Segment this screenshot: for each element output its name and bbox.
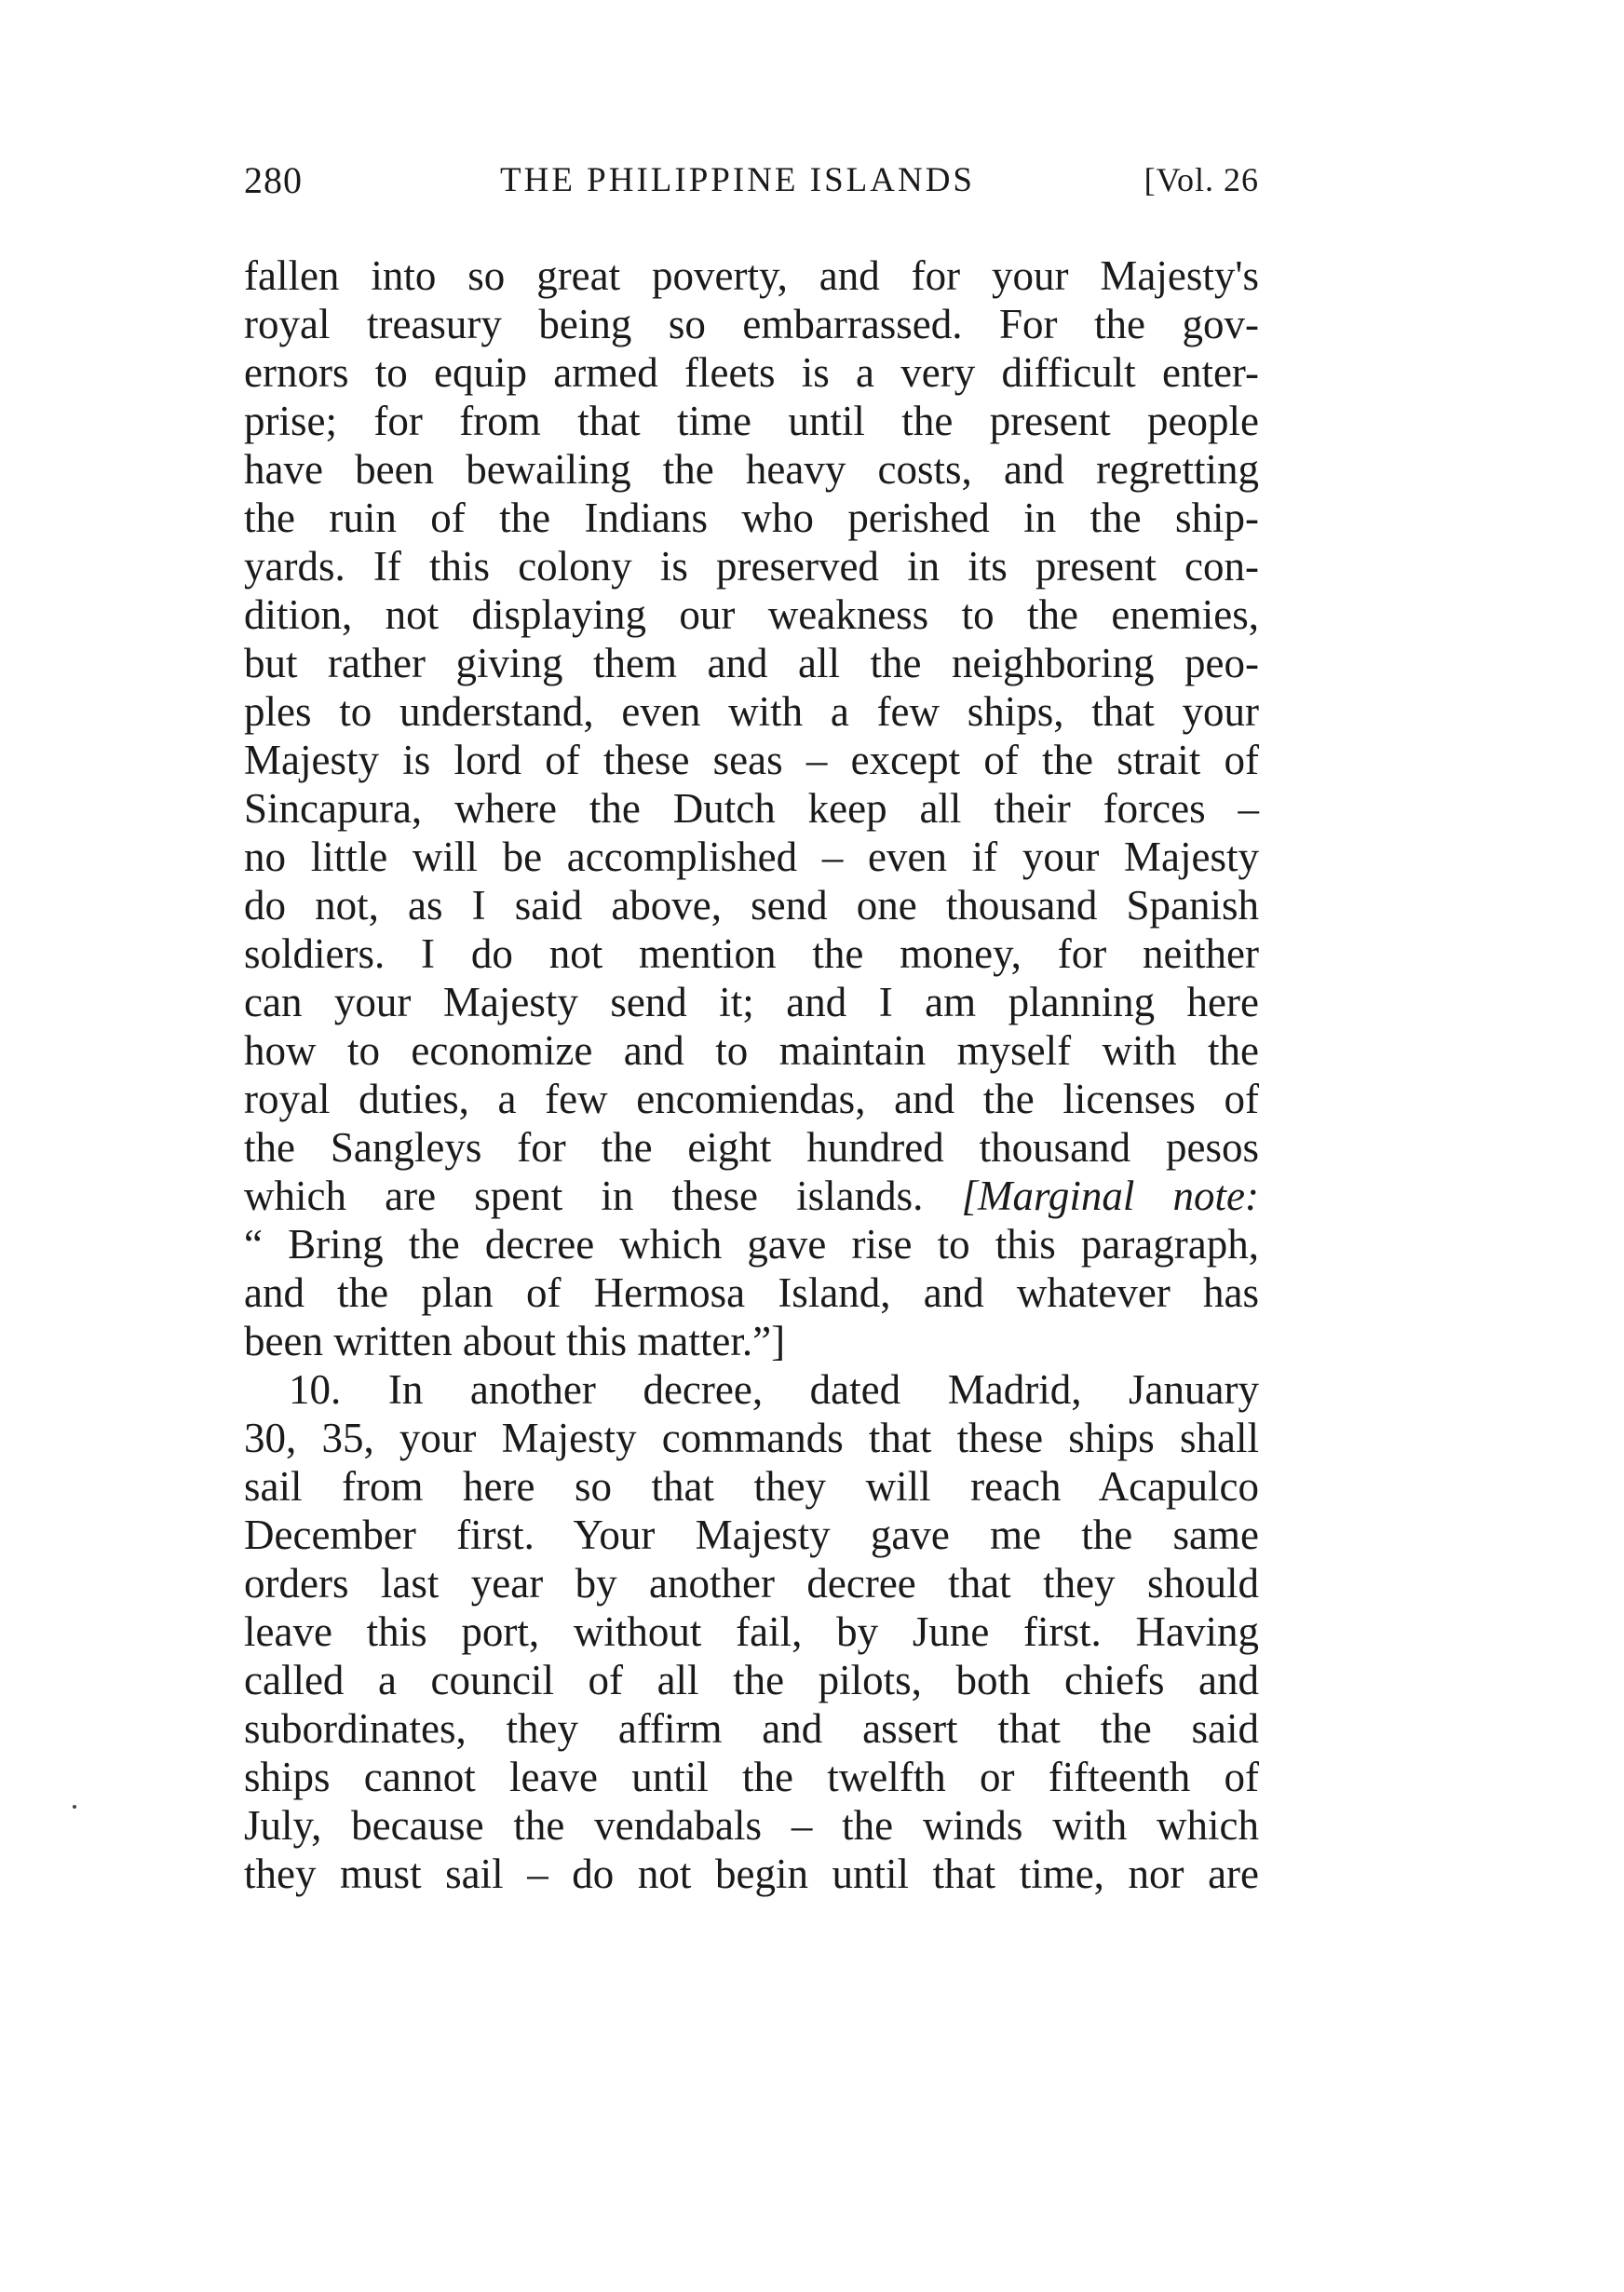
text-line: the Sangleys for the eight hundred thousand pesos [244, 1124, 1259, 1171]
text-line: yards. If this colony is preserved in its present con- [244, 543, 1259, 590]
text-line: royal treasury being so embarrassed. For the gov- [244, 301, 1259, 347]
text-line: soldiers. I do not mention the money, for neither [244, 930, 1259, 977]
scan-speck [73, 1805, 76, 1809]
text-line: ples to understand, even with a few ships, that your [244, 688, 1259, 735]
text-line: Majesty is lord of these seas – except of the strait of [244, 737, 1259, 783]
body-text [244, 251, 1259, 1898]
text-line: December first. Your Majesty gave me the same [244, 1512, 1259, 1558]
text-line: been written about this matter.”] [244, 1318, 786, 1364]
running-title: THE PHILIPPINE ISLANDS [500, 161, 975, 199]
volume-label: [Vol. 26 [1144, 161, 1259, 198]
marginal-note-label: [Marginal note: [961, 1173, 1260, 1219]
text-line: the ruin of the Indians who perished in the ship- [244, 495, 1259, 541]
text-line: can your Majesty send it; and I am planning here [244, 979, 1259, 1025]
text-line: and the plan of Hermosa Island, and whatever has [244, 1269, 1259, 1316]
text-line: they must sail – do not begin until that time, nor are [244, 1851, 1259, 1897]
text-line: sail from here so that they will reach Acapulco [244, 1463, 1259, 1510]
text-line-with-marginal-note [244, 1172, 1259, 1220]
text-line: orders last year by another decree that they should [244, 1560, 1259, 1607]
paragraph-start-line: 10. In another decree, dated Madrid, January [289, 1366, 1259, 1413]
text-line: but rather giving them and all the neighboring peo- [244, 640, 1259, 686]
text-line: ships cannot leave until the twelfth or fifteenth of [244, 1754, 1259, 1800]
text-line: do not, as I said above, send one thousand Spanish [244, 882, 1259, 929]
text-line: subordinates, they affirm and assert that the said [244, 1705, 1259, 1752]
text-line-segment: which are spent in these islands. [244, 1173, 924, 1219]
text-line: how to economize and to maintain myself with the [244, 1027, 1259, 1074]
text-line: ernors to equip armed fleets is a very difficult enter- [244, 349, 1259, 396]
text-line: dition, not displaying our weakness to the enemies, [244, 591, 1259, 638]
text-line: no little will be accomplished – even if your Majesty [244, 834, 1259, 880]
text-line: have been bewailing the heavy costs, and regretting [244, 446, 1259, 493]
running-head [244, 158, 1259, 214]
text-line: 30, 35, your Majesty commands that these ships shall [244, 1415, 1259, 1461]
text-line: royal duties, a few encomiendas, and the licenses of [244, 1076, 1259, 1122]
text-line: July, because the vendabals – the winds with which [244, 1802, 1259, 1849]
text-line: called a council of all the pilots, both chiefs and [244, 1657, 1259, 1703]
text-line: leave this port, without fail, by June first. Having [244, 1608, 1259, 1655]
text-line: prise; for from that time until the present people [244, 398, 1259, 444]
text-line: fallen into so great poverty, and for your Majesty's [244, 252, 1259, 299]
text-line: “ Bring the decree which gave rise to this paragraph, [244, 1221, 1259, 1268]
page-number: 280 [244, 159, 303, 201]
text-line: Sincapura, where the Dutch keep all their forces – [244, 785, 1259, 832]
